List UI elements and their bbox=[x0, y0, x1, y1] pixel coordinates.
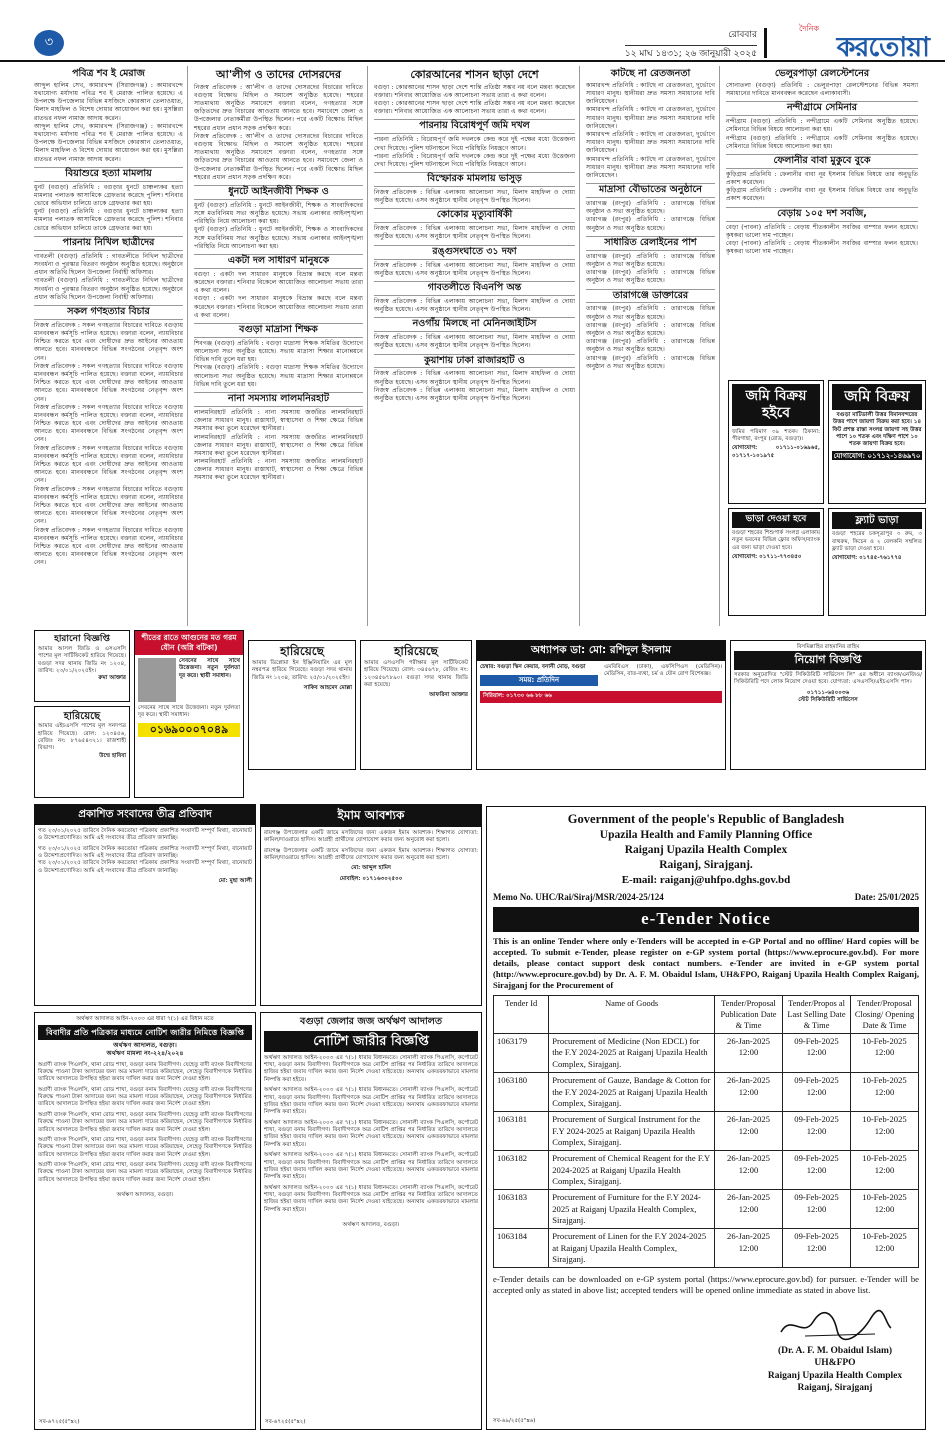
table-row bbox=[494, 1034, 919, 1073]
issue-date-text: ১২ মাঘ ১৪৩১; ২৬ জানুয়ারী ২০২৫ bbox=[625, 45, 757, 61]
article-body: শিবগঞ্জ (বগুড়া) প্রতিনিধি : বগুড়া মাদ্রাসা শিক্ষক সমিতির উদ্যোগে আলোচনা সভা অনুষ্ঠিত হয়েছে। সভায় মাদ্রাসা শিক্ষার মানোন্নয়নে বিভিন্ন দাবি তুলে ধরা হয়। bbox=[194, 364, 363, 388]
signatory-name: (Dr. A. F. M. Obaidul Islam) bbox=[777, 1345, 893, 1356]
article-body: পারনা প্রতিনিধি : বিরোধপূর্ণ জমি দখলকে কেন্দ্র করে দুই পক্ষের মধ্যে উত্তেজনা দেখা দিয়েছে। পুলিশ ঘটনাস্থলে গিয়ে পরিস্থিতি নিয়ন্ত্রণে আনে। bbox=[374, 136, 575, 152]
rent-ad bbox=[728, 508, 824, 616]
tender-goods: Procurement of Surgical Instrument for the F.Y 2024-2025 at Raiganj Upazila Health Complex, Sirajganj. bbox=[549, 1112, 715, 1151]
ad-title: ইমাম আবশ্যক bbox=[261, 805, 481, 827]
ad-body: বগুড়া শহরের শিশুপার্ক সংলগ্ন এলাকায় নতুন ভবনের বিভিন্ন ফ্লোর অফিস/ব্যাংক এর জন্য ভাড়া দেওয়া হবে। bbox=[732, 529, 820, 551]
ad-header: বিসমিল্লাহির রাহমানির রাহিম bbox=[796, 644, 860, 650]
article-body: কুড়িগ্রাম প্রতিনিধি : ফেলানীর বাবা নূর ইসলাম বিভিন্ন বিষয়ে তার অনুভূতি প্রকাশ করেছেন। bbox=[726, 170, 918, 187]
notice-body: অর্থঋণ আদালত আইন-২০০৩ এর ৭(১) ধারার বিধানমতে। সোনালী ব্যাংক পিএলসি, কর্পোরেট শাখা, বগুড়া বনাম বিবাদীগণ। বিবাদীগণকে অত্র নোটিশ প্রাপ্তির পর নির্ধারিত তারিখে আদালতে হাজির হইয়া জবাব দাখিল করার জন্য নির্দেশ দেওয়া যাইতেছে। অন্যথায় একতরফাভাবে মামলার নিষ্পত্তি করা হইবে। bbox=[264, 1054, 478, 1083]
lost-notice-ad-2 bbox=[34, 706, 130, 798]
notice-title: বিবাদীর প্রতি পত্রিকার মাধ্যমে নোটিশ জারীর নিমিত্তে বিজ্ঞপ্তি bbox=[38, 1025, 252, 1040]
article-body: নিজস্ব প্রতিবেদক : বিভিন্ন এলাকায় আলোচনা সভা, মিলাদ মাহফিল ও দোয়া অনুষ্ঠিত হয়েছে। এসব অনুষ্ঠানে স্থানীয় নেতৃবৃন্দ উপস্থিত ছিলেন। bbox=[374, 386, 575, 403]
article-body: আব্দুল হালিম সেখ, কামারখন্দ (সিরাজগঞ্জ) : কামারখন্দে যথাযোগ্য মর্যাদায় পবিত্র শব ই মেরাজ পালিত হয়েছে। এ উপলক্ষে উপজেলার বিভিন্ন মসজিদে কোরআন তেলাওয়াত, মিলাদ মাহফিল ও বিশেষ দোয়ার আয়োজন করা হয়। মুসল্লিরা রাতভর নফল নামাজ আদায় করেন। bbox=[34, 81, 183, 122]
ad-body: গত ২৩/০১/২০২৫ তারিখে দৈনিক করতোয়া পত্রিকায় প্রকাশিত সংবাদটি সম্পূর্ণ মিথ্যা, বানোয়াট ও উদ্দেশ্যপ্রণোদিত। আমি এই সংবাদের তীব্র প্রতিবাদ জানাচ্ছি। bbox=[38, 827, 252, 842]
news-column-4 bbox=[582, 66, 720, 626]
notice-ref: সব-৬৭২৫(৫"x২) bbox=[265, 1418, 306, 1425]
product-image bbox=[138, 658, 176, 702]
tender-office-2: Raiganj Upazila Health Complex bbox=[624, 843, 788, 856]
tender-sell-date: 09-Feb-2025 12:00 bbox=[783, 1112, 851, 1151]
issue-day: রোববার bbox=[728, 30, 757, 40]
article-body: বগুড়া : একটা দল সাধারণ মানুষকে বিভ্রান্ত করছে বলে মন্তব্য করেছেন বক্তারা। শনিবার বিকেলে আয়োজিত আলোচনা সভায় তারা এ কথা বলেন। bbox=[194, 295, 363, 319]
notice-body: অগ্রণী ব্যাংক পিএলসি, থানা রোড শাখা, বগুড়া বনাম বিবাদীগণ। যেহেতু বাদী ব্যাংক বিবাদীগণের বিরুদ্ধে পাওনা টাকা আদায়ের জন্য অত্র মামলা দায়ের করিয়াছেন, সেহেতু বিবাদীগণকে নির্ধারিত তারিখে আদালতে উপস্থিত হইয়া জবাব দাখিল করার জন্য নির্দেশ দেওয়া হইল। bbox=[38, 1061, 252, 1083]
article-body: নিজস্ব প্রতিবেদক : সকল গণহত্যার বিচারের দাবিতে বগুড়ায় মানববন্ধন কর্মসূচি পালিত হয়েছে। বক্তারা বলেন, ন্যায়বিচার নিশ্চিত করতে হবে এবং দোষীদের দ্রুত আইনের আওতায় আনতে হবে। মানববন্ধনে বিভিন্ন সংগঠনের নেতৃবৃন্দ অংশ নেন। bbox=[34, 485, 183, 526]
e-tender-notice bbox=[486, 806, 926, 1430]
article-body: বগুড়া : একটা দল সাধারণ মানুষকে বিভ্রান্ত করছে বলে মন্তব্য করেছেন বক্তারা। শনিবার বিকেলে আয়োজিত আলোচনা সভায় তারা এ কথা বলেন। bbox=[194, 270, 363, 295]
ad-title: অধ্যাপক ডা: মো: রশিদুল ইসলাম bbox=[477, 641, 725, 661]
tender-id: 1063182 bbox=[494, 1151, 549, 1190]
tender-footer: e-Tender details can be downloaded on e-GP system portal (https://www.eprocure.gov.bd) for pursuer. e-Tender will be accepted only as stated in above list; accepted tenders will be opened online immediate as stated in above list. bbox=[493, 1274, 919, 1296]
tender-close-date: 10-Feb-2025 12:00 bbox=[851, 1112, 919, 1151]
ad-title: প্রকাশিত সংবাদের তীব্র প্রতিবাদ bbox=[35, 805, 255, 825]
tender-sell-date: 09-Feb-2025 12:00 bbox=[783, 1190, 851, 1229]
ad-title: হারিয়েছে bbox=[63, 711, 101, 722]
notice-signature: অর্থঋণ আদালত, বগুড়া। bbox=[116, 1192, 174, 1199]
masthead bbox=[0, 0, 945, 62]
headline: গাবতলীতে বিএনপি অন্ত bbox=[374, 281, 575, 296]
article-body: গাবতলী (বগুড়া) প্রতিনিধি : গাবতলীতে নিখিল ছাত্রীদের সংবর্ধনা ও পুরস্কার বিতরণ অনুষ্ঠান অনুষ্ঠিত হয়েছে। অনুষ্ঠানে প্রধান অতিথি ছিলেন উপজেলা নির্বাহী অফিসার। bbox=[34, 252, 183, 277]
tender-pub-date: 26-Jan-2025 12:00 bbox=[715, 1112, 783, 1151]
article-body: তারাগঞ্জ (রংপুর) প্রতিনিধি : তারাগঞ্জে বিভিন্ন অনুষ্ঠান ও সভা অনুষ্ঠিত হয়েছে। bbox=[586, 321, 715, 337]
news-column-3 bbox=[370, 66, 580, 626]
tender-date: Date: 25/01/2025 bbox=[854, 891, 919, 902]
ad-body: বগুড়া মাটিডালী উত্তর বিমানবন্দরের উত্তর পাশে জায়গা বিক্রয় করা হবে। ১৪ ফিট প্রশস্ত রাস্তা সংলগ্ন জায়গা সহ উত্তর পাশে ১০ শতক এবং দক্ষিণ পাশে ১০ শতক জায়গা বিক্রয় হবে। bbox=[832, 411, 922, 448]
column-header: Tender/Proposal Publication Date & Time bbox=[715, 995, 783, 1033]
tender-pub-date: 26-Jan-2025 12:00 bbox=[715, 1190, 783, 1229]
court-notice-2 bbox=[260, 1012, 482, 1430]
article-body: নিজস্ব প্রতিবেদক : বিভিন্ন এলাকায় আলোচনা সভা, মিলাদ মাহফিল ও দোয়া অনুষ্ঠিত হয়েছে। এসব অনুষ্ঠানে স্থানীয় নেতৃবৃন্দ উপস্থিত ছিলেন। bbox=[374, 225, 575, 241]
notice-title: নোটিশ জারীর বিজ্ঞপ্তি bbox=[264, 1031, 478, 1052]
protest-notice bbox=[34, 804, 256, 1006]
tender-gov: Government of the people's Republic of Bangladesh bbox=[567, 812, 845, 826]
ad-body: আমার এইচএসসি পাশের মূল সনদপত্র হারিয়ে গিয়েছে। রোল: ১২৩৪৫৬, রেজিঃ নং: ৮৭৬৫৪৩২১। রাজশাহী বিভাগ। bbox=[38, 723, 126, 752]
article-body: নন্দীগ্রাম (বগুড়া) প্রতিনিধি : নন্দীগ্রামে একটি সেমিনার অনুষ্ঠিত হয়েছে। সেমিনারে বিভিন্ন বিষয়ে আলোচনা করা হয়। bbox=[726, 118, 918, 134]
tender-close-date: 10-Feb-2025 12:00 bbox=[851, 1190, 919, 1229]
tender-table-header bbox=[494, 995, 919, 1033]
ad-title: হারিয়েছে bbox=[280, 644, 324, 658]
headline: নানা সমস্যায় লালমনিরহাট bbox=[194, 392, 363, 407]
article-body: কামারখন্দ প্রতিনিধি : কাটছে না রেতজনতা, দুর্ভোগে সাধারণ মানুষ। স্থানীয়রা দ্রুত সমস্যা সমাধানের দাবি জানিয়েছেন। bbox=[586, 106, 715, 130]
doctor-ad bbox=[476, 640, 726, 770]
article-body: নিজস্ব প্রতিবেদক : আ'লীগ ও তাদের দোসরদের বিচারের দাবিতে বগুড়ায় বিক্ষোভ মিছিল ও সমাবেশ অনুষ্ঠিত হয়েছে। শহরের সাতমাথায় অনুষ্ঠিত সমাবেশে বক্তারা বলেন, গণহত্যার সঙ্গে জড়িতদের দ্রুত বিচারের আওতায় আনতে হবে। সমাবেশে জেলা ও উপজেলার নেতাকর্মীরা উপস্থিত ছিলেন। পরে একটি বিক্ষোভ মিছিল শহরের প্রধান প্রধান সড়ক প্রদক্ষিণ করে। bbox=[194, 132, 363, 181]
article-body: ধুনট (বগুড়া) প্রতিনিধি : ধুনটে আইনজীবী, শিক্ষক ও সাংবাদিকদের সঙ্গে মতবিনিময় সভা অনুষ্ঠিত হয়েছে। সভায় এলাকার আইনশৃঙ্খলা পরিস্থিতি নিয়ে আলোচনা করা হয়। bbox=[194, 226, 363, 250]
article-body: নিজস্ব প্রতিবেদক : সকল গণহত্যার বিচারের দাবিতে বগুড়ায় মানববন্ধন কর্মসূচি পালিত হয়েছে। বক্তারা বলেন, ন্যায়বিচার নিশ্চিত করতে হবে এবং দোষীদের দ্রুত আইনের আওতায় আনতে হবে। মানববন্ধনে বিভিন্ন সংগঠনের নেতৃবৃন্দ অংশ নেন। bbox=[34, 403, 183, 444]
tender-id: 1063183 bbox=[494, 1190, 549, 1229]
article-body: বেড়া (পাবনা) প্রতিনিধি : বেড়ায় শীতকালীন সবজির বাম্পার ফলন হয়েছে। কৃষকরা ভালো দাম পাচ্ছেন। bbox=[726, 223, 918, 239]
article-body: লালমনিরহাট প্রতিনিধি : নানা সমস্যায় জর্জরিত লালমনিরহাট জেলার সাধারণ মানুষ। রাস্তাঘাট, স্বাস্থ্যসেবা ও শিক্ষা ক্ষেত্রে বিভিন্ন সমস্যার কথা তুলে ধরেছেন স্থানীয়রা। bbox=[194, 458, 363, 482]
headline: বগুড়া মাদ্রাসা শিক্ষক bbox=[194, 323, 363, 338]
article-body: বগুড়া : কোরআনের শাসন ছাড়া দেশে শান্তি প্রতিষ্ঠা সম্ভব নয় বলে মন্তব্য করেছেন বক্তারা। শনিবার আয়োজিত এক আলোচনা সভায় তারা এ কথা বলেন। bbox=[374, 100, 575, 116]
news-column-5 bbox=[722, 66, 922, 376]
ad-body: আমার ডিপ্লোমা ইন ইঞ্জিনিয়ারিং এর মূল নম্বরপত্র হারিয়ে গিয়েছে। বগুড়া সদর থানায় জিডি নং ১২৩৪, তারিখ: ২৫/০১/২০২৫ইং। bbox=[252, 659, 352, 681]
masthead-divider bbox=[764, 28, 767, 58]
ad-phone: ০১৬৯০০০৭০৪৯ bbox=[138, 723, 240, 738]
headline: কাটছে না রেতজনতা bbox=[610, 68, 691, 79]
ad-phone: ০১৭১১-৬৪০০৩৬ bbox=[806, 689, 850, 696]
ad-body: সরকার অনুমোদিত "স্টেট সিকিউরিটি সার্ভিসেস লি" এর অধীনে ব্যাংক/এনজিও/সিকিউরিটি পদে লোক নিয়োগ দেওয়া হবে। যোগ্যতা: এসএসসি/এইচএসসি পাস। bbox=[734, 671, 922, 686]
ad-title: শীতের রাতে আগুনের মত গরম যৌন (অগ্নি বটিকা) bbox=[135, 631, 243, 655]
article-body: তারাগঞ্জ (রংপুর) প্রতিনিধি : তারাগঞ্জে বিভিন্ন অনুষ্ঠান ও সভা অনুষ্ঠিত হয়েছে। bbox=[586, 216, 715, 232]
article-body: তারাগঞ্জ (রংপুর) প্রতিনিধি : তারাগঞ্জে বিভিন্ন অনুষ্ঠান ও সভা অনুষ্ঠিত হয়েছে। bbox=[586, 354, 715, 370]
ad-title: নিয়োগ বিজ্ঞপ্তি bbox=[734, 651, 922, 670]
ad-title: জমি বিক্রয় হইবে bbox=[732, 384, 820, 426]
tender-goods: Procurement of Chemical Reagent for the F.Y 2024-2025 at Raiganj Upazila Health Complex, Sirajganj. bbox=[549, 1151, 715, 1190]
tender-office-1: Upazila Health and Family Planning Office bbox=[599, 828, 813, 841]
article-body: কুড়িগ্রাম প্রতিনিধি : ফেলানীর বাবা নূর ইসলাম বিভিন্ন বিষয়ে তার অনুভূতি প্রকাশ করেছেন। bbox=[726, 187, 918, 203]
article-body: লালমনিরহাট প্রতিনিধি : নানা সমস্যায় জর্জরিত লালমনিরহাট জেলার সাধারণ মানুষ। রাস্তাঘাট, স্বাস্থ্যসেবা ও শিক্ষা ক্ষেত্রে বিভিন্ন সমস্যার কথা তুলে ধরেছেন স্থানীয়রা। bbox=[194, 433, 363, 457]
ad-body: আমার এসএসসি পরীক্ষার মূল সার্টিফিকেট হারিয়ে গিয়েছে। রোল: ৩৪৫৬৭৮, রেজিঃ নং: ১২৩৪৫৬৭৮৯০। বগুড়া সদর থানায় জিডি করা হয়েছে। bbox=[364, 659, 468, 688]
notice-body: অগ্রণী ব্যাংক পিএলসি, থানা রোড শাখা, বগুড়া বনাম বিবাদীগণ। যেহেতু বাদী ব্যাংক বিবাদীগণের বিরুদ্ধে পাওনা টাকা আদায়ের জন্য অত্র মামলা দায়ের করিয়াছেন, সেহেতু বিবাদীগণকে নির্ধারিত তারিখে আদালতে উপস্থিত হইয়া জবাব দাখিল করার জন্য নির্দেশ দেওয়া হইল। bbox=[38, 1136, 252, 1158]
tender-table bbox=[493, 995, 919, 1268]
article-body: লালমনিরহাট প্রতিনিধি : নানা সমস্যায় জর্জরিত লালমনিরহাট জেলার সাধারণ মানুষ। রাস্তাঘাট, স্বাস্থ্যসেবা ও শিক্ষা ক্ষেত্রে বিভিন্ন সমস্যার কথা তুলে ধরেছেন স্থানীয়রা। bbox=[194, 408, 363, 433]
signatory-title: UH&FPO bbox=[814, 1358, 856, 1369]
article-body: ধুনট (বগুড়া) প্রতিনিধি : ধুনটে আইনজীবী, শিক্ষক ও সাংবাদিকদের সঙ্গে মতবিনিময় সভা অনুষ্ঠিত হয়েছে। সভায় এলাকার আইনশৃঙ্খলা পরিস্থিতি নিয়ে আলোচনা করা হয়। bbox=[194, 201, 363, 226]
lost-notice-ad-3 bbox=[248, 640, 356, 770]
headline: ফেলানীর বাবা মুকুবে বুকে bbox=[726, 154, 918, 169]
headline: কোরআনের শাসন ছাড়া দেশে bbox=[410, 68, 539, 81]
page-logo-icon: ৩ bbox=[34, 30, 64, 56]
headline: একটা দল সাধারণ মানুষকে bbox=[194, 254, 363, 269]
ad-name: সাকিব আহমেদ মোল্লা bbox=[303, 684, 352, 691]
column-header: Name of Goods bbox=[549, 995, 715, 1033]
land-sale-ad-1 bbox=[728, 380, 824, 504]
tender-goods: Procurement of Furniture for the F.Y 2024-2025 at Raiganj Upazila Health Complex, Sirajganj. bbox=[549, 1190, 715, 1229]
notice-body: অগ্রণী ব্যাংক পিএলসি, থানা রোড শাখা, বগুড়া বনাম বিবাদীগণ। যেহেতু বাদী ব্যাংক বিবাদীগণের বিরুদ্ধে পাওনা টাকা আদায়ের জন্য অত্র মামলা দায়ের করিয়াছেন, সেহেতু বিবাদীগণকে নির্ধারিত তারিখে আদালতে উপস্থিত হইয়া জবাব দাখিল করার জন্য নির্দেশ দেওয়া হইল। bbox=[38, 1111, 252, 1133]
headline: বেড়ায় ১০৫ দশ সবজি, bbox=[726, 207, 918, 222]
article-body: নিজস্ব প্রতিবেদক : বিভিন্ন এলাকায় আলোচনা সভা, মিলাদ মাহফিল ও দোয়া অনুষ্ঠিত হয়েছে। এসব অনুষ্ঠানে স্থানীয় নেতৃবৃন্দ উপস্থিত ছিলেন। bbox=[374, 297, 575, 314]
article-body: তারাগঞ্জ (রংপুর) প্রতিনিধি : তারাগঞ্জে বিভিন্ন অনুষ্ঠান ও সভা অনুষ্ঠিত হয়েছে। bbox=[586, 252, 715, 268]
table-row bbox=[494, 1190, 919, 1229]
column-header: Tender/Propos al Last Selling Date & Time bbox=[783, 995, 851, 1033]
article-body: বগুড়া : কোরআনের শাসন ছাড়া দেশে শান্তি প্রতিষ্ঠা সম্ভব নয় বলে মন্তব্য করেছেন বক্তারা। শনিবার আয়োজিত এক আলোচনা সভায় তারা এ কথা বলেন। bbox=[374, 83, 575, 99]
article-body: তারাগঞ্জ (রংপুর) প্রতিনিধি : তারাগঞ্জে বিভিন্ন অনুষ্ঠান ও সভা অনুষ্ঠিত হয়েছে। bbox=[586, 305, 715, 321]
court-notice-1 bbox=[34, 1012, 256, 1430]
ad-phone: মোবাইল: ০১৭১৬৩০২৫০০ bbox=[339, 875, 403, 882]
doctor-time: সময়: প্রতিদিন bbox=[480, 675, 598, 686]
tender-pub-date: 26-Jan-2025 12:00 bbox=[715, 1229, 783, 1268]
tender-signature-block bbox=[755, 1308, 915, 1395]
notice-body: অগ্রণী ব্যাংক পিএলসি, থানা রোড শাখা, বগুড়া বনাম বিবাদীগণ। যেহেতু বাদী ব্যাংক বিবাদীগণের বিরুদ্ধে পাওনা টাকা আদায়ের জন্য অত্র মামলা দায়ের করিয়াছেন, সেহেতু বিবাদীগণকে নির্ধারিত তারিখে আদালতে উপস্থিত হইয়া জবাব দাখিল করার জন্য নির্দেশ দেওয়া হইল। bbox=[38, 1086, 252, 1108]
ad-body: আমার আসল জিডি ও এসএসসি পাশের মূল সার্টিফিকেট হারিয়ে গিয়েছে। বগুড়া সদর থানায় জিডি নং ১২০৪, তারিখ: ২৩/০১/২০২৫ইং। bbox=[38, 645, 126, 674]
article-body: সোনাতলা (বগুড়া) প্রতিনিধি : ভেলুরপাড়া রেলস্টেশনের বিভিন্ন সমস্যা সমাধানের দাবিতে মানববন্ধন করেছেন এলাকাবাসী। bbox=[726, 81, 918, 98]
article-body: নিজস্ব প্রতিবেদক : সকল গণহত্যার বিচারের দাবিতে বগুড়ায় মানববন্ধন কর্মসূচি পালিত হয়েছে। বক্তারা বলেন, ন্যায়বিচার নিশ্চিত করতে হবে এবং দোষীদের দ্রুত আইনের আওতায় আনতে হবে। মানববন্ধনে বিভিন্ন সংগঠনের নেতৃবৃন্দ অংশ নেন। bbox=[34, 526, 183, 567]
court-name: অর্থঋণ আদালত, বগুড়া। bbox=[113, 1042, 177, 1050]
brand-prefix: দৈনিক bbox=[799, 24, 820, 33]
tender-id: 1063180 bbox=[494, 1073, 549, 1112]
table-row bbox=[494, 1229, 919, 1268]
ad-name: উম্মে হাবিবা bbox=[99, 752, 126, 759]
tender-place: Raiganj, Sirajganj. bbox=[659, 858, 753, 871]
headline: কুয়াশায় ঢাকা রাজারহাট ও bbox=[374, 354, 575, 369]
tender-id: 1063181 bbox=[494, 1112, 549, 1151]
headline: সাধারিত রেলাইনের পাশ bbox=[586, 236, 715, 251]
doctor-credentials: এমবিবিএস (ঢাকা), এফসিপিএস (মেডিসিন)। মেডিসিন, বাত-ব্যথা, চর্ম ও যৌন রোগ বিশেষজ্ঞ। bbox=[604, 663, 722, 678]
tender-pub-date: 26-Jan-2025 12:00 bbox=[715, 1151, 783, 1190]
headline: বিস্ফোরক মামলায় ভাসুড় bbox=[374, 172, 575, 187]
signatory-place: Raiganj, Sirajganj bbox=[797, 1383, 873, 1394]
notice-top: বগুড়া জেলার জজ অর্থঋণ আদালত bbox=[300, 1016, 442, 1027]
ad-phone: যোগাযোগ: ০১৭৪৫-৭৬১৭৭৪ bbox=[832, 555, 902, 562]
article-body: আব্দুল হালিম সেখ, কামারখন্দ (সিরাজগঞ্জ) : কামারখন্দে যথাযোগ্য মর্যাদায় পবিত্র শব ই মেরাজ পালিত হয়েছে। এ উপলক্ষে উপজেলার বিভিন্ন মসজিদে কোরআন তেলাওয়াত, মিলাদ মাহফিল ও বিশেষ দোয়ার আয়োজন করা হয়। মুসল্লিরা রাতভর নফল নামাজ আদায় করেন। bbox=[34, 122, 183, 163]
tender-pub-date: 26-Jan-2025 12:00 bbox=[715, 1034, 783, 1073]
headline: রঙ্গুসংঘাতে ৩১ দফা bbox=[374, 245, 575, 260]
land-sale-ad-2 bbox=[828, 380, 926, 504]
doctor-phone: সিরিয়াল: ০১৭৩০ ৬৬ ৮৮ ৬৬ bbox=[480, 691, 722, 702]
ad-phone: যোগাযোগ: ০১৭১১-০১৬৯৬৫, ০১৭১৭-১০১৯৭৫ bbox=[732, 445, 820, 459]
ad-title: ফ্ল্যাট ভাড়া bbox=[832, 512, 922, 529]
headline: কোকোর মৃত্যুবার্ষিকী bbox=[374, 208, 575, 223]
article-body: নিজস্ব প্রতিবেদক : সকল গণহত্যার বিচারের দাবিতে বগুড়ায় মানববন্ধন কর্মসূচি পালিত হয়েছে। বক্তারা বলেন, ন্যায়বিচার নিশ্চিত করতে হবে এবং দোষীদের দ্রুত আইনের আওতায় আনতে হবে। মানববন্ধনে বিভিন্ন সংগঠনের নেতৃবৃন্দ অংশ নেন। bbox=[34, 321, 183, 362]
headline: তারাগঞ্জে ডাক্তারের bbox=[586, 289, 715, 304]
headline: নন্দীগ্রামে সেমিনার bbox=[726, 101, 918, 116]
article-body: নিজস্ব প্রতিবেদক : আ'লীগ ও তাদের দোসরদের বিচারের দাবিতে বগুড়ায় বিক্ষোভ মিছিল ও সমাবেশ অনুষ্ঠিত হয়েছে। শহরের সাতমাথায় অনুষ্ঠিত সমাবেশে বক্তারা বলেন, গণহত্যার সঙ্গে জড়িতদের দ্রুত বিচারের আওতায় আনতে হবে। সমাবেশে জেলা ও উপজেলার নেতাকর্মীরা উপস্থিত ছিলেন। পরে একটি বিক্ষোভ মিছিল শহরের প্রধান প্রধান সড়ক প্রদক্ষিণ করে। bbox=[194, 83, 363, 132]
article-body: শিবগঞ্জ (বগুড়া) প্রতিনিধি : বগুড়া মাদ্রাসা শিক্ষক সমিতির উদ্যোগে আলোচনা সভা অনুষ্ঠিত হয়েছে। সভায় মাদ্রাসা শিক্ষার মানোন্নয়নে বিভিন্ন দাবি তুলে ধরা হয়। bbox=[194, 339, 363, 364]
lost-notice-ad-4 bbox=[360, 640, 472, 770]
article-body: নিজস্ব প্রতিবেদক : বিভিন্ন এলাকায় আলোচনা সভা, মিলাদ মাহফিল ও দোয়া অনুষ্ঠিত হয়েছে। এসব অনুষ্ঠানে স্থানীয় নেতৃবৃন্দ উপস্থিত ছিলেন। bbox=[374, 188, 575, 205]
ad-body: গত ২৩/০১/২০২৫ তারিখে দৈনিক করতোয়া পত্রিকায় প্রকাশিত সংবাদটি সম্পূর্ণ মিথ্যা, বানোয়াট ও উদ্দেশ্যপ্রণোদিত। আমি এই সংবাদের তীব্র প্রতিবাদ জানাচ্ছি। bbox=[38, 860, 252, 874]
ad-title: জমি বিক্রয় bbox=[832, 384, 922, 410]
ad-phone: যোগাযোগ: ০১৭১১-৭৭৩৪৫০ bbox=[732, 554, 802, 560]
issue-date bbox=[625, 30, 757, 61]
ad-title: ভাড়া দেওয়া হবে bbox=[732, 512, 820, 528]
article-body: কামারখন্দ প্রতিনিধি : কাটছে না রেতজনতা, দুর্ভোগে সাধারণ মানুষ। স্থানীয়রা দ্রুত সমস্যা সমাধানের দাবি জানিয়েছেন। bbox=[586, 155, 715, 179]
ad-name: মো: মুছা আলী bbox=[218, 878, 252, 885]
headline: নওগাঁয় মিলছে না মেনিনজাইটিস bbox=[374, 317, 575, 332]
article-body: ধুনট (বগুড়া) প্রতিনিধি : বগুড়ার ধুনটে চাঞ্চল্যকর হত্যা মামলার পলাতক আসামিকে গ্রেফতার করেছে পুলিশ। শনিবার ভোরে অভিযান চালিয়ে তাকে গ্রেফতার করা হয়। bbox=[34, 183, 183, 208]
tender-goods: Procurement of Gauze, Bandage & Cotton for the F.Y 2024-2025 at Raiganj Upazila Health Complex, Sirajganj. bbox=[549, 1073, 715, 1112]
lost-notice-ad-1 bbox=[34, 630, 130, 702]
article-body: নিজস্ব প্রতিবেদক : বিভিন্ন এলাকায় আলোচনা সভা, মিলাদ মাহফিল ও দোয়া অনুষ্ঠিত হয়েছে। এসব অনুষ্ঠানে স্থানীয় নেতৃবৃন্দ উপস্থিত ছিলেন। bbox=[374, 370, 575, 386]
notice-body: অর্থঋণ আদালত আইন-২০০৩ এর ৭(১) ধারার বিধানমতে। সোনালী ব্যাংক পিএলসি, কর্পোরেট শাখা, বগুড়া বনাম বিবাদীগণ। বিবাদীগণকে অত্র নোটিশ প্রাপ্তির পর নির্ধারিত তারিখে আদালতে হাজির হইয়া জবাব দাখিল করার জন্য নির্দেশ দেওয়া যাইতেছে। অন্যথায় একতরফাভাবে মামলার নিষ্পত্তি করা হইবে। bbox=[264, 1184, 478, 1213]
article-body: নিজস্ব প্রতিবেদক : বিভিন্ন এলাকায় আলোচনা সভা, মিলাদ মাহফিল ও দোয়া অনুষ্ঠিত হয়েছে। এসব অনুষ্ঠানে স্থানীয় নেতৃবৃন্দ উপস্থিত ছিলেন। bbox=[374, 261, 575, 277]
tender-id: 1063179 bbox=[494, 1034, 549, 1073]
headline: ভেলুরপাড়া রেলস্টেশনের bbox=[774, 68, 870, 79]
brand-name: করতোয়া bbox=[836, 31, 929, 62]
tender-close-date: 10-Feb-2025 12:00 bbox=[851, 1151, 919, 1190]
notice-signature: অর্থঋণ আদালত, বগুড়া। bbox=[342, 1222, 400, 1229]
headline: পবিত্র শব ই মেরাজ bbox=[72, 68, 145, 79]
article-body: নন্দীগ্রাম (বগুড়া) প্রতিনিধি : নন্দীগ্রামে একটি সেমিনার অনুষ্ঠিত হয়েছে। সেমিনারে বিভিন্ন বিষয়ে আলোচনা করা হয়। bbox=[726, 134, 918, 150]
article-body: তারাগঞ্জ (রংপুর) প্রতিনিধি : তারাগঞ্জে বিভিন্ন অনুষ্ঠান ও সভা অনুষ্ঠিত হয়েছে। bbox=[586, 200, 715, 216]
notice-body: অর্থঋণ আদালত আইন-২০০৩ এর ৭(১) ধারার বিধানমতে। সোনালী ব্যাংক পিএলসি, কর্পোরেট শাখা, বগুড়া বনাম বিবাদীগণ। বিবাদীগণকে অত্র নোটিশ প্রাপ্তির পর নির্ধারিত তারিখে আদালতে হাজির হইয়া জবাব দাখিল করার জন্য নির্দেশ দেওয়া যাইতেছে। অন্যথায় একতরফাভাবে মামলার নিষ্পত্তি করা হইবে। bbox=[264, 1087, 478, 1116]
ad-body: রায়গঞ্জ উপজেলার একটি জামে মসজিদের জন্য একজন ইমাম আবশ্যক। শিক্ষাগত যোগ্যতা: কামিল/দাওরায়ে হাদিস। আগ্রহী প্রার্থীদের যোগাযোগ করার জন্য অনুরোধ করা হলো। bbox=[264, 829, 478, 844]
article-body: তারাগঞ্জ (রংপুর) প্রতিনিধি : তারাগঞ্জে বিভিন্ন অনুষ্ঠান ও সভা অনুষ্ঠিত হয়েছে। bbox=[586, 269, 715, 285]
signatory-office: Raiganj Upazila Health Complex bbox=[767, 1370, 903, 1381]
ad-body: বগুড়া শহরের চকসূত্রাপুর ৩ রুম, ৩ বাথরুম, কিচেন ও ২ বেলকনি সম্বলিত ফ্ল্যাট ভাড়া দেওয়া হবে। bbox=[832, 531, 922, 552]
table-row bbox=[494, 1073, 919, 1112]
tender-intro: This is an online Tender where only e-Tenders will be accepted in e-GP Portal and no offline/ Hard copies will be accepted. To submit e-Tender, please register on e-GP system portal (https://www.eprocure.gov.bd). For more details, please contact support desk contact numbers. e-Tender are invited in e-GP system portal (http://www.eprocure.gov.bd) by Dr. A. F. M. Obaidul Islam, UH&FPO, Raiganj Upazila Health Complex Raiganj, Sirajganj for the Procurement of bbox=[493, 935, 919, 990]
tender-email: E-mail: raiganj@uhfpo.dghs.gov.bd bbox=[621, 874, 791, 887]
tender-id: 1063184 bbox=[494, 1229, 549, 1268]
doctor-chamber: চেম্বার: বগুড়া স্কিন কেয়ার, বনানী মোড়, বগুড়া bbox=[480, 663, 586, 670]
tender-title: e-Tender Notice bbox=[493, 907, 919, 931]
tender-goods: Procurement of Medicine (Non EDCL) for the F.Y 2024-2025 at Raiganj Upazila Health Complex, Sirajganj. bbox=[549, 1034, 715, 1073]
headline: পারনায় নিখিল ছাত্রীদের bbox=[34, 236, 183, 251]
ad-body: গত ২৩/০১/২০২৫ তারিখে দৈনিক করতোয়া পত্রিকায় প্রকাশিত সংবাদটি সম্পূর্ণ মিথ্যা, বানোয়াট ও উদ্দেশ্যপ্রণোদিত। আমি এই সংবাদের তীব্র প্রতিবাদ জানাচ্ছি। bbox=[38, 845, 252, 859]
tender-goods: Procurement of Linen for the F.Y 2024-2025 at Raiganj Upazila Health Complex, Sirajganj. bbox=[549, 1229, 715, 1268]
tender-close-date: 10-Feb-2025 12:00 bbox=[851, 1034, 919, 1073]
case-number: অর্থঋণ মামলা নং-২২৪/২০২৪ bbox=[106, 1050, 184, 1058]
tender-sell-date: 09-Feb-2025 12:00 bbox=[783, 1073, 851, 1112]
headline: পারনায় বিরোধপূর্ণ জমি দখল bbox=[374, 119, 575, 134]
tender-close-date: 10-Feb-2025 12:00 bbox=[851, 1229, 919, 1268]
newspaper-brand bbox=[769, 24, 929, 61]
tender-sell-date: 09-Feb-2025 12:00 bbox=[783, 1229, 851, 1268]
ad-name: আফরিনা আক্তার bbox=[429, 692, 468, 699]
ad-body: রায়গঞ্জ উপজেলার একটি জামে মসজিদের জন্য একজন ইমাম আবশ্যক। শিক্ষাগত যোগ্যতা: কামিল/দাওরায়ে হাদিস। আগ্রহী প্রার্থীদের যোগাযোগ করার জন্য অনুরোধ করা হলো। bbox=[264, 847, 478, 861]
notice-body: অর্থঋণ আদালত আইন-২০০৩ এর ৭(১) ধারার বিধানমতে। সোনালী ব্যাংক পিএলসি, কর্পোরেট শাখা, বগুড়া বনাম বিবাদীগণ। বিবাদীগণকে অত্র নোটিশ প্রাপ্তির পর নির্ধারিত তারিখে আদালতে হাজির হইয়া জবাব দাখিল করার জন্য নির্দেশ দেওয়া যাইতেছে। অন্যথায় একতরফাভাবে মামলার নিষ্পত্তি করা হইবে। bbox=[264, 1152, 478, 1181]
ad-body: সেবনের সাথে সাথে উত্তেজনা। নতুন দুর্বলতা দূর করে। স্থায়ী সমাধান। bbox=[138, 704, 240, 719]
news-column-1 bbox=[30, 66, 188, 626]
notice-ref: সব-৬৯/২৫(৫"x৬) bbox=[493, 1417, 536, 1424]
signature-icon bbox=[775, 1308, 895, 1342]
column-header: Tender/Proposal Closing/ Opening Date & Time bbox=[851, 995, 919, 1033]
headline: মাদ্রাসা বৌভাতের অনুষ্ঠানে bbox=[586, 183, 715, 198]
notice-top: অর্থঋণ আদালত আইন-২০০৩ এর ধারা ৭(১) এর বিধান মতে bbox=[76, 1016, 214, 1022]
headline: আ'লীগ ও তাদের দোসরদের bbox=[215, 68, 342, 81]
article-body: নিজস্ব প্রতিবেদক : সকল গণহত্যার বিচারের দাবিতে বগুড়ায় মানববন্ধন কর্মসূচি পালিত হয়েছে। বক্তারা বলেন, ন্যায়বিচার নিশ্চিত করতে হবে এবং দোষীদের দ্রুত আইনের আওতায় আনতে হবে। মানববন্ধনে বিভিন্ন সংগঠনের নেতৃবৃন্দ অংশ নেন। bbox=[34, 444, 183, 485]
article-body: পারনা প্রতিনিধি : বিরোধপূর্ণ জমি দখলকে কেন্দ্র করে দুই পক্ষের মধ্যে উত্তেজনা দেখা দিয়েছে। পুলিশ ঘটনাস্থলে গিয়ে পরিস্থিতি নিয়ন্ত্রণে আনে। bbox=[374, 152, 575, 168]
flat-rent-ad bbox=[828, 508, 926, 616]
tender-close-date: 10-Feb-2025 12:00 bbox=[851, 1073, 919, 1112]
tender-memo: Memo No. UHC/Rai/Siraj/MSR/2024-25/124 bbox=[493, 891, 664, 902]
notice-ref: সব-৬৭২৫(৫"x২) bbox=[39, 1418, 80, 1425]
ad-name: মো: আব্দুল হামিদ bbox=[351, 865, 391, 872]
ad-name: স্টেট সিকিউরিটি সার্ভিসেস bbox=[798, 697, 858, 704]
article-body: কামারখন্দ প্রতিনিধি : কাটছে না রেতজনতা, দুর্ভোগে সাধারণ মানুষ। স্থানীয়রা দ্রুত সমস্যা সমাধানের দাবি জানিয়েছেন। bbox=[586, 131, 715, 155]
article-body: বেড়া (পাবনা) প্রতিনিধি : বেড়ায় শীতকালীন সবজির বাম্পার ফলন হয়েছে। কৃষকরা ভালো দাম পাচ্ছেন। bbox=[726, 239, 918, 256]
tender-pub-date: 26-Jan-2025 12:00 bbox=[715, 1073, 783, 1112]
notice-body: অগ্রণী ব্যাংক পিএলসি, থানা রোড শাখা, বগুড়া বনাম বিবাদীগণ। যেহেতু বাদী ব্যাংক বিবাদীগণের বিরুদ্ধে পাওনা টাকা আদায়ের জন্য অত্র মামলা দায়ের করিয়াছেন, সেহেতু বিবাদীগণকে নির্ধারিত তারিখে আদালতে উপস্থিত হইয়া জবাব দাখিল করার জন্য নির্দেশ দেওয়া হইল। bbox=[38, 1162, 252, 1183]
ad-phone: যোগাযোগ: ০১৭১২-১৪৬৯৭০ bbox=[833, 450, 921, 460]
table-row bbox=[494, 1151, 919, 1190]
article-body: নিজস্ব প্রতিবেদক : বিভিন্ন এলাকায় আলোচনা সভা, মিলাদ মাহফিল ও দোয়া অনুষ্ঠিত হয়েছে। এসব অনুষ্ঠানে স্থানীয় নেতৃবৃন্দ উপস্থিত ছিলেন। bbox=[374, 334, 575, 350]
imam-wanted-notice bbox=[260, 804, 482, 1006]
tender-sell-date: 09-Feb-2025 12:00 bbox=[783, 1034, 851, 1073]
table-row bbox=[494, 1112, 919, 1151]
article-body: তারাগঞ্জ (রংপুর) প্রতিনিধি : তারাগঞ্জে বিভিন্ন অনুষ্ঠান ও সভা অনুষ্ঠিত হয়েছে। bbox=[586, 338, 715, 354]
tender-sell-date: 09-Feb-2025 12:00 bbox=[783, 1151, 851, 1190]
headline: ধুনটে আইনজীবী শিক্ষক ও bbox=[194, 185, 363, 200]
ad-body: সেবনের সাথে সাথে উত্তেজনা। নতুন দুর্বলতা দূর করে। স্থায়ী সমাধান। bbox=[179, 657, 240, 679]
headline: বিয়াশুরে হত্যা মামলায় bbox=[34, 167, 183, 182]
article-body: ধুনট (বগুড়া) প্রতিনিধি : বগুড়ার ধুনটে চাঞ্চল্যকর হত্যা মামলার পলাতক আসামিকে গ্রেফতার করেছে পুলিশ। শনিবার ভোরে অভিযান চালিয়ে তাকে গ্রেফতার করা হয়। bbox=[34, 208, 183, 232]
headline: সকল গণহত্যার বিচার bbox=[34, 305, 183, 320]
news-column-2 bbox=[190, 66, 368, 626]
medicine-ad bbox=[134, 630, 244, 798]
ad-body: জমির পরিমাণ ৩৯ শতক। ঠিকানা: পীরগাছা, রংপুর (রোড, বগুড়া)। bbox=[732, 428, 820, 442]
article-body: নিজস্ব প্রতিবেদক : সকল গণহত্যার বিচারের দাবিতে বগুড়ায় মানববন্ধন কর্মসূচি পালিত হয়েছে। বক্তারা বলেন, ন্যায়বিচার নিশ্চিত করতে হবে এবং দোষীদের দ্রুত আইনের আওতায় আনতে হবে। মানববন্ধনে বিভিন্ন সংগঠনের নেতৃবৃন্দ অংশ নেন। bbox=[34, 362, 183, 403]
ad-title: হারানো বিজ্ঞপ্তি bbox=[54, 634, 110, 644]
notice-body: অর্থঋণ আদালত আইন-২০০৩ এর ৭(১) ধারার বিধানমতে। সোনালী ব্যাংক পিএলসি, কর্পোরেট শাখা, বগুড়া বনাম বিবাদীগণ। বিবাদীগণকে অত্র নোটিশ প্রাপ্তির পর নির্ধারিত তারিখে আদালতে হাজির হইয়া জবাব দাখিল করার জন্য নির্দেশ দেওয়া যাইতেছে। অন্যথায় একতরফাভাবে মামলার নিষ্পত্তি করা হইবে। bbox=[264, 1119, 478, 1148]
column-header: Tender Id bbox=[494, 995, 549, 1033]
article-body: গাবতলী (বগুড়া) প্রতিনিধি : গাবতলীতে নিখিল ছাত্রীদের সংবর্ধনা ও পুরস্কার বিতরণ অনুষ্ঠান অনুষ্ঠিত হয়েছে। অনুষ্ঠানে প্রধান অতিথি ছিলেন উপজেলা নির্বাহী অফিসার। bbox=[34, 277, 183, 301]
ad-name: রুমা আক্তার bbox=[98, 675, 126, 682]
article-body: কামারখন্দ প্রতিনিধি : কাটছে না রেতজনতা, দুর্ভোগে সাধারণ মানুষ। স্থানীয়রা দ্রুত সমস্যা সমাধানের দাবি জানিয়েছেন। bbox=[586, 81, 715, 106]
job-notice-ad bbox=[730, 640, 926, 770]
ad-title: হারিয়েছে bbox=[394, 644, 438, 658]
